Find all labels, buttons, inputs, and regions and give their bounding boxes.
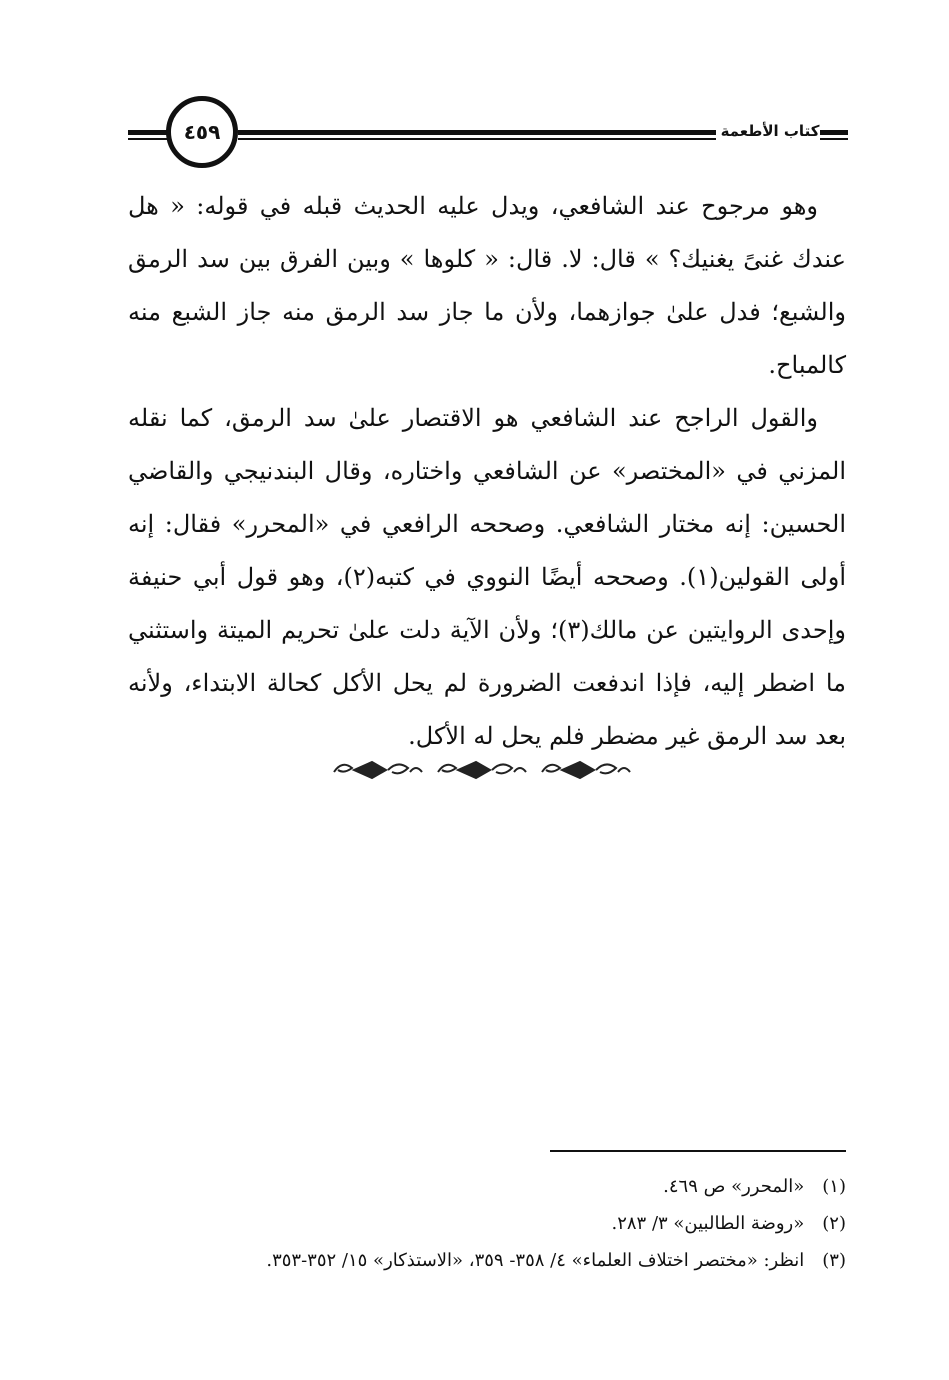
footnote-text: «روضة الطالبين» ٣/ ٢٨٣.: [611, 1213, 805, 1234]
header-rule-right-thin: [820, 138, 848, 140]
ornament-unit-1: [334, 762, 422, 778]
footnote-number: (١): [822, 1176, 846, 1197]
footnote-3: [100, 1242, 846, 1279]
header-rule-right: [820, 130, 848, 135]
header-rule-left-thin: [128, 138, 172, 140]
header-rule-middle-thin: [238, 138, 716, 140]
ornament-unit-3: [542, 762, 630, 778]
paragraph-1: وهو مرجوح عند الشافعي، ويدل عليه الحديث قبله في قوله: « هل عندك غنىً يغنيك؟ » قال: لا. قال: « كلوها » وبين الفرق بين سد الرمق والشبع؛ فدل علىٰ جوازهما، ولأن ما جاز سد الرمق منه جاز الشبع منه كالمباح.: [128, 192, 846, 379]
footnote-number: (٢): [822, 1213, 846, 1234]
header-rule-middle: [238, 130, 716, 135]
footnote-text: «المحرر» ص ٤٦٩.: [663, 1176, 805, 1197]
footnote-1: [100, 1168, 846, 1205]
footnote-2: [100, 1205, 846, 1242]
page-number: ٤٥٩: [183, 120, 221, 144]
running-title: كتاب الأطعمة: [720, 122, 820, 140]
page-number-badge: [166, 96, 238, 168]
section-ornament-icon: [330, 750, 640, 790]
main-text: [128, 180, 846, 763]
footnote-text: انظر: «مختصر اختلاف العلماء» ٤/ ٣٥٨- ٣٥٩، «الاستذكار» ١٥/ ٣٥٢-٣٥٣.: [266, 1250, 805, 1271]
footnotes: [100, 1168, 846, 1279]
paragraph-2: والقول الراجح عند الشافعي هو الاقتصار علىٰ سد الرمق، كما نقله المزني في «المختصر» عن الشافعي واختاره، وقال البندنيجي والقاضي الحسين: إنه مختار الشافعي. وصححه الرافعي في «المحرر» فقال: إنه أولى القولين(١). وصححه أيضًا النووي في كتبه(٢)، وهو قول أبي حنيفة وإحدى الروايتين عن مالك(٣)؛ ولأن الآية دلت علىٰ تحريم الميتة واستثني ما اضطر إليه، فإذا اندفعت الضرورة لم يحل الأكل كحالة الابتداء، ولأنه بعد سد الرمق غير مضطر فلم يحل له الأكل.: [128, 404, 847, 750]
footnote-separator: [550, 1150, 846, 1152]
footnote-number: (٣): [822, 1250, 846, 1271]
ornament-unit-2: [438, 762, 526, 778]
page-header: [120, 96, 848, 176]
